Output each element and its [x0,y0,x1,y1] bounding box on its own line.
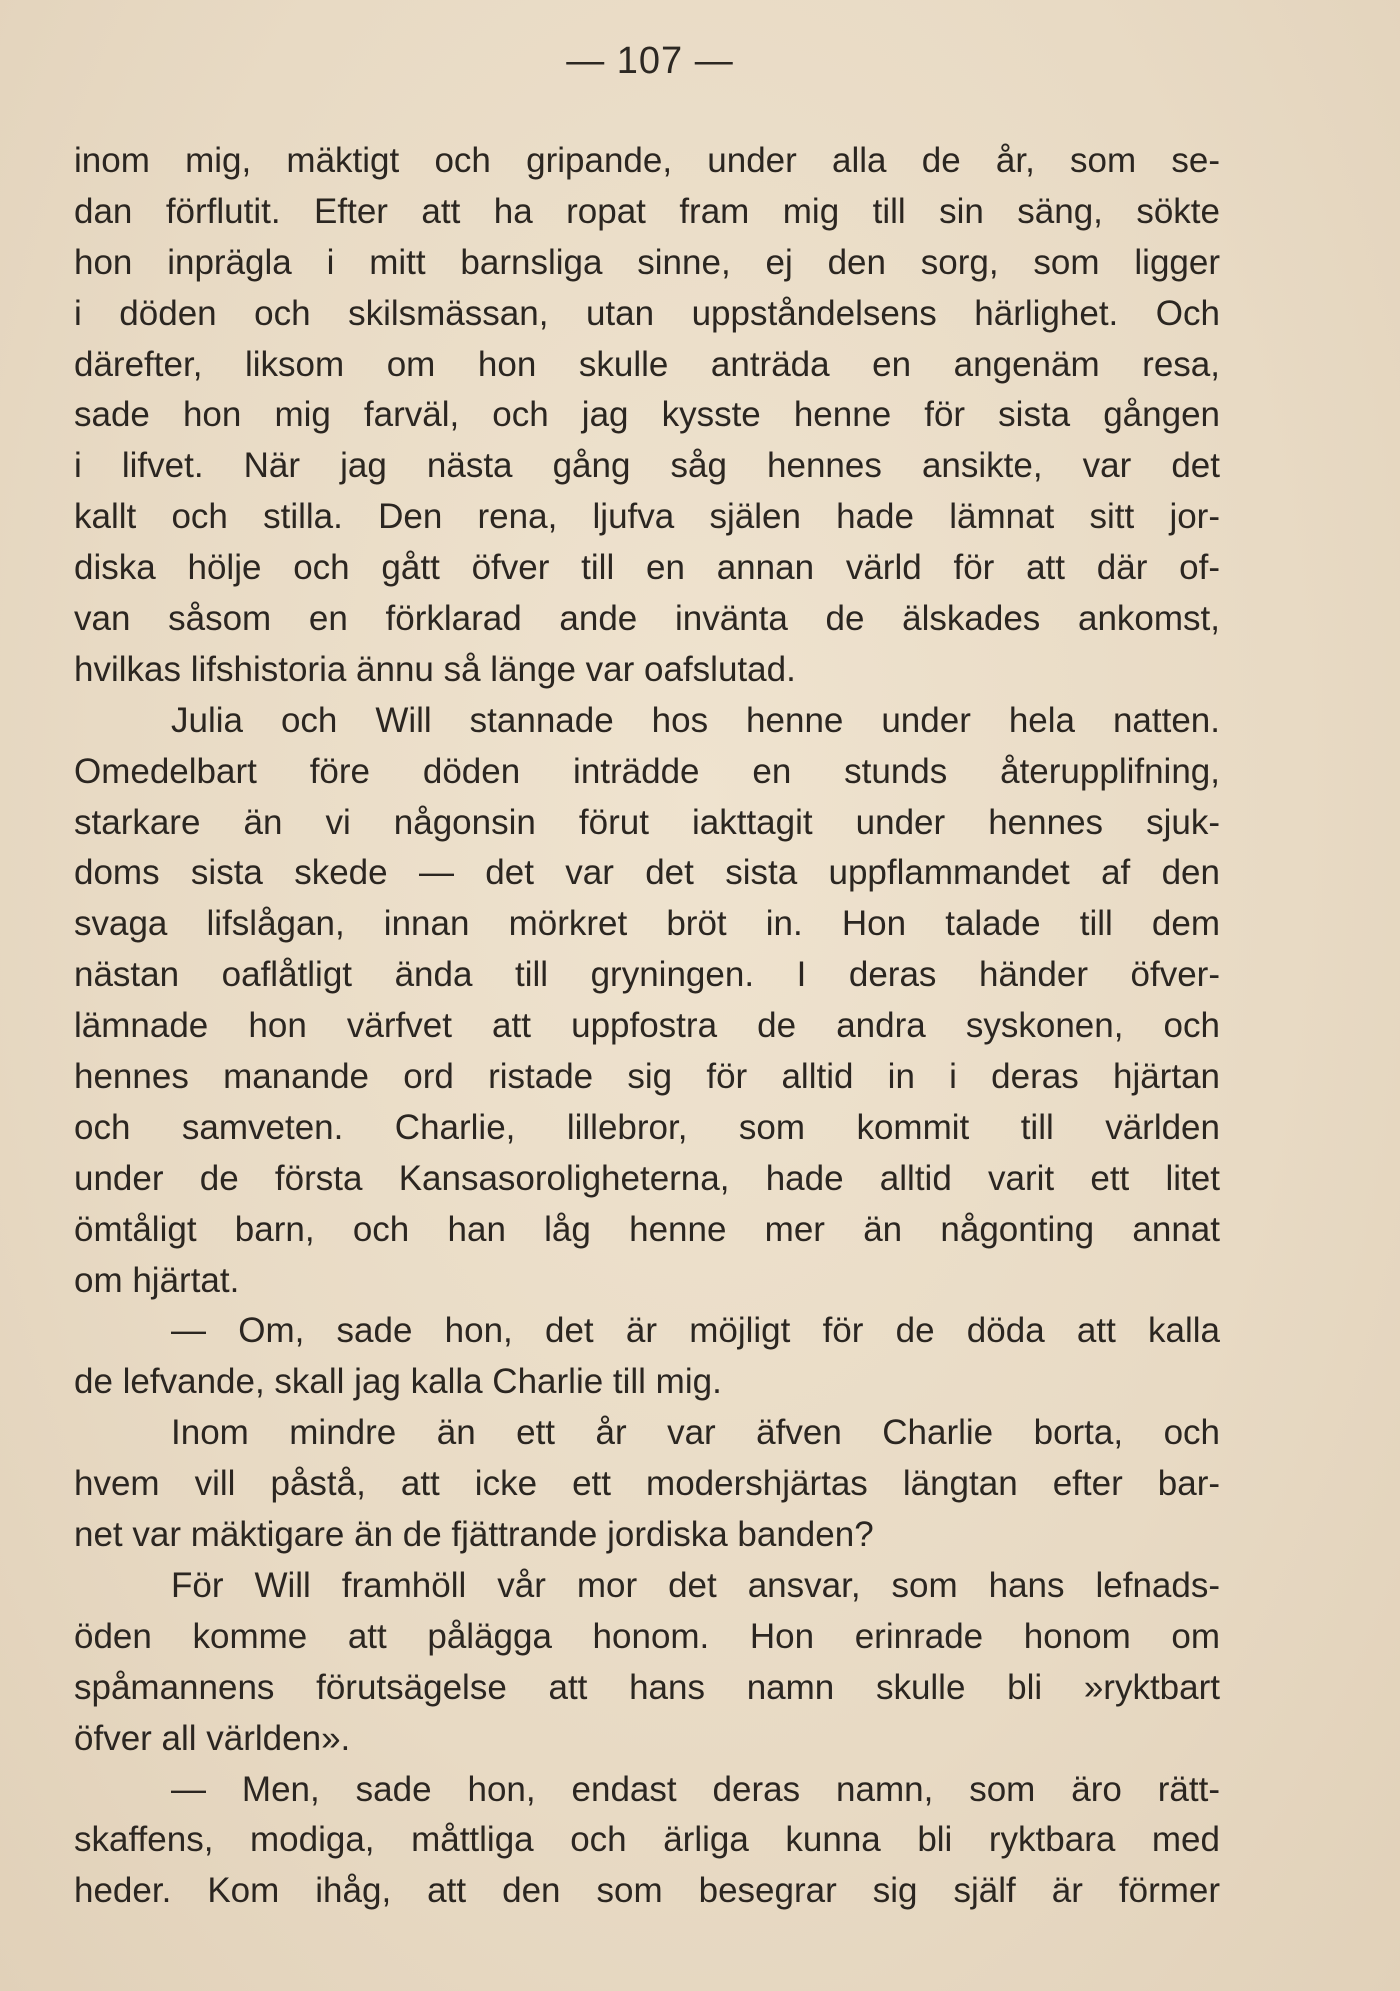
text-line: hon inprägla i mitt barnsliga sinne, ej den sorg, som ligger [74,242,1220,282]
text-line: därefter, liksom om hon skulle anträda en angenäm resa, [74,344,1220,384]
text-line: och samveten. Charlie, lillebror, som kommit till världen [74,1107,1220,1147]
page-number: — 107 — [566,40,734,82]
text-line: dan förflutit. Efter att ha ropat fram mig till sin säng, sökte [74,191,1220,231]
text-line: spåmannens förutsägelse att hans namn skulle bli »ryktbart [74,1667,1220,1707]
text-line: diska hölje och gått öfver till en annan värld för att där of- [74,548,1220,588]
text-line: starkare än vi någonsin förut iakttagit under hennes sjuk- [74,802,1220,842]
body-text [74,136,1220,1917]
text-line: heder. Kom ihåg, att den som besegrar sig själf är förmer [74,1871,1220,1911]
text-line: ömtåligt barn, och han låg henne mer än någonting annat [74,1209,1220,1249]
text-line: inom mig, mäktigt och gripande, under alla de år, som se- [74,141,1220,180]
text-line: hennes manande ord ristade sig för alltid in i deras hjärtan [74,1057,1220,1097]
text-line: hvilkas lifshistoria ännu så länge var oafslutad. [74,649,796,689]
text-line: Julia och Will stannade hos henne under hela natten. [171,700,1220,740]
text-line: sade hon mig farväl, och jag kysste henne för sista gången [74,395,1220,435]
text-line: — Om, sade hon, det är möjligt för de döda att kalla [171,1311,1220,1351]
text-line: i döden och skilsmässan, utan uppståndelsens härlighet. Och [74,293,1220,333]
text-line: — Men, sade hon, endast deras namn, som äro rätt- [171,1769,1220,1809]
text-line: doms sista skede — det var det sista uppflammandet af den [74,853,1220,893]
text-line: hvem vill påstå, att icke ett modershjärtas längtan efter bar- [74,1464,1220,1504]
text-line: de lefvande, skall jag kalla Charlie till mig. [74,1362,722,1402]
text-line: skaffens, modiga, måttliga och ärliga kunna bli ryktbara med [74,1820,1220,1860]
text-line: Omedelbart före döden inträdde en stunds återupplifning, [74,751,1220,791]
text-line: net var mäktigare än de fjättrande jordiska banden? [74,1515,874,1555]
text-line: nästan oaflåtligt ända till gryningen. I deras händer öfver- [74,955,1220,995]
text-line: öden komme att pålägga honom. Hon erinrade honom om [74,1616,1220,1656]
text-line: För Will framhöll vår mor det ansvar, som hans lefnads- [171,1565,1220,1605]
text-line: van såsom en förklarad ande invänta de älskades ankomst, [74,599,1220,639]
text-line: kallt och stilla. Den rena, ljufva själen hade lämnat sitt jor- [74,497,1220,537]
text-line: öfver all världen». [74,1718,351,1758]
text-line: under de första Kansasoroligheterna, hade alltid varit ett litet [74,1158,1220,1198]
text-line: Inom mindre än ett år var äfven Charlie borta, och [171,1413,1220,1453]
text-line: svaga lifslågan, innan mörkret bröt in. Hon talade till dem [74,904,1220,944]
text-line: i lifvet. När jag nästa gång såg hennes ansikte, var det [74,446,1220,486]
text-line: lämnade hon värfvet att uppfostra de andra syskonen, och [74,1006,1220,1046]
text-line: om hjärtat. [74,1260,240,1300]
